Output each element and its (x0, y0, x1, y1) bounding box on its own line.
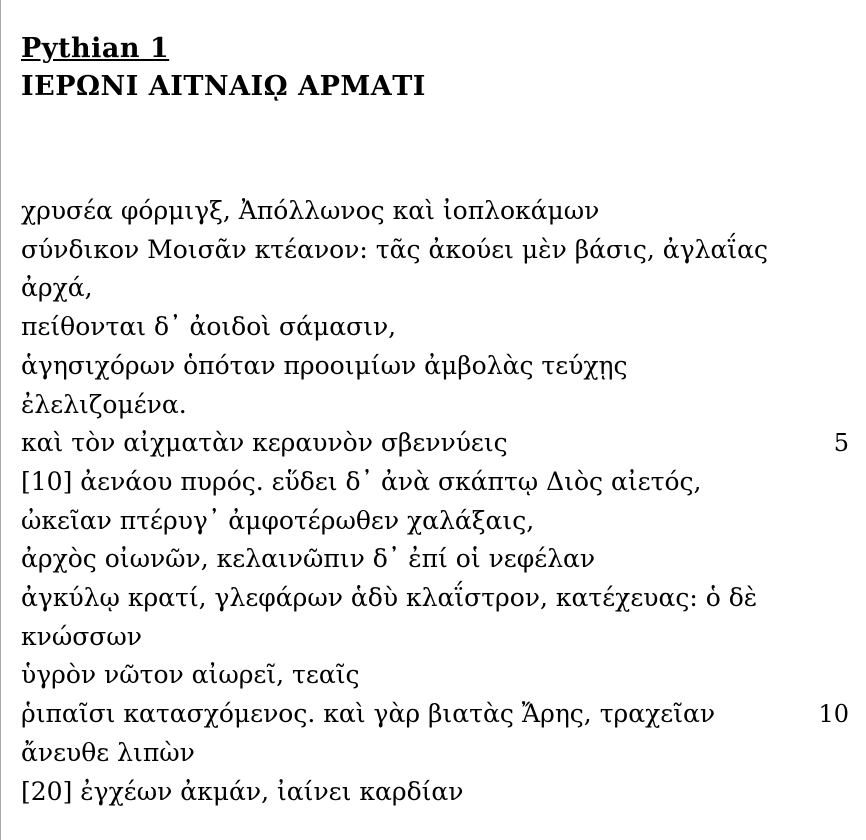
poem-line (21, 386, 856, 425)
poem-line-text: ἀγκύλῳ κρατί, γλεφάρων ἁδὺ κλαΐστρον, κατέχευας: ὁ δὲ (21, 583, 758, 613)
poem-line-text: ἀρχά, (21, 273, 93, 303)
poem-line (21, 618, 856, 657)
poem-line (21, 192, 856, 231)
poem-line-text: σύνδικον Μοισᾶν κτέανον: τᾶς ἀκούει μὲν βάσις, ἀγλαΐας (21, 234, 769, 264)
poem-line-text: ὠκεῖαν πτέρυγ᾽ ἀμφοτέρωθεν χαλάξαις, (21, 505, 535, 535)
poem-line-text: ἄνευθε λιπὼν (21, 737, 195, 767)
poem-line (21, 695, 856, 734)
poem-text-block (21, 192, 856, 811)
poem-line (21, 231, 856, 270)
poem-line (21, 540, 856, 579)
poem-line (21, 579, 856, 618)
poem-line (21, 656, 856, 695)
marginal-line-number: 5 (833, 429, 849, 458)
poem-line-text: καὶ τὸν αἰχματὰν κεραυνὸν σβεννύεις (21, 428, 508, 458)
poem-line-text: ἁγησιχόρων ὁπόταν προοιμίων ἀμβολὰς τεύχῃς (21, 350, 628, 380)
poem-line (21, 502, 856, 541)
poem-line-text: [10] ἀενάου πυρός. εὕδει δ᾽ ἀνὰ σκάπτῳ Διὸς αἰετός, (21, 466, 702, 496)
poem-line-text: ῥιπαῖσι κατασχόμενος. καὶ γὰρ βιατὰς Ἄρης, τραχεῖαν (21, 699, 716, 729)
poem-line (21, 734, 856, 773)
page-title: Pythian 1 (21, 33, 170, 64)
poem-dedication: ΙΕΡΩΝΙ ΑΙΤΝΑΙῼ ΑΡΜΑΤΙ (21, 71, 426, 102)
poem-line-text: [20] ἐγχέων ἀκμάν, ἰαίνει καρδίαν (21, 776, 464, 806)
poem-line (21, 308, 856, 347)
marginal-line-number: 10 (818, 700, 849, 729)
poem-line-text: πείθονται δ᾽ ἀοιδοὶ σάμασιν, (21, 312, 397, 342)
document-content (21, 30, 856, 811)
poem-line-text: ὑγρὸν νῶτον αἰωρεῖ, τεαῖς (21, 660, 360, 690)
poem-line (21, 463, 856, 502)
poem-line (21, 269, 856, 308)
page-left-border (0, 0, 1, 840)
poem-line (21, 773, 856, 812)
poem-line (21, 424, 856, 463)
poem-line-text: χρυσέα φόρμιγξ, Ἀπόλλωνος καὶ ἰοπλοκάμων (21, 196, 600, 225)
poem-line-text: ἀρχὸς οἰωνῶν, κελαινῶπιν δ᾽ ἐπί οἱ νεφέλαν (21, 544, 596, 574)
poem-line-text: κνώσσων (21, 621, 142, 651)
poem-line-text: ἐλελιζομένα. (21, 389, 187, 419)
poem-line (21, 347, 856, 386)
